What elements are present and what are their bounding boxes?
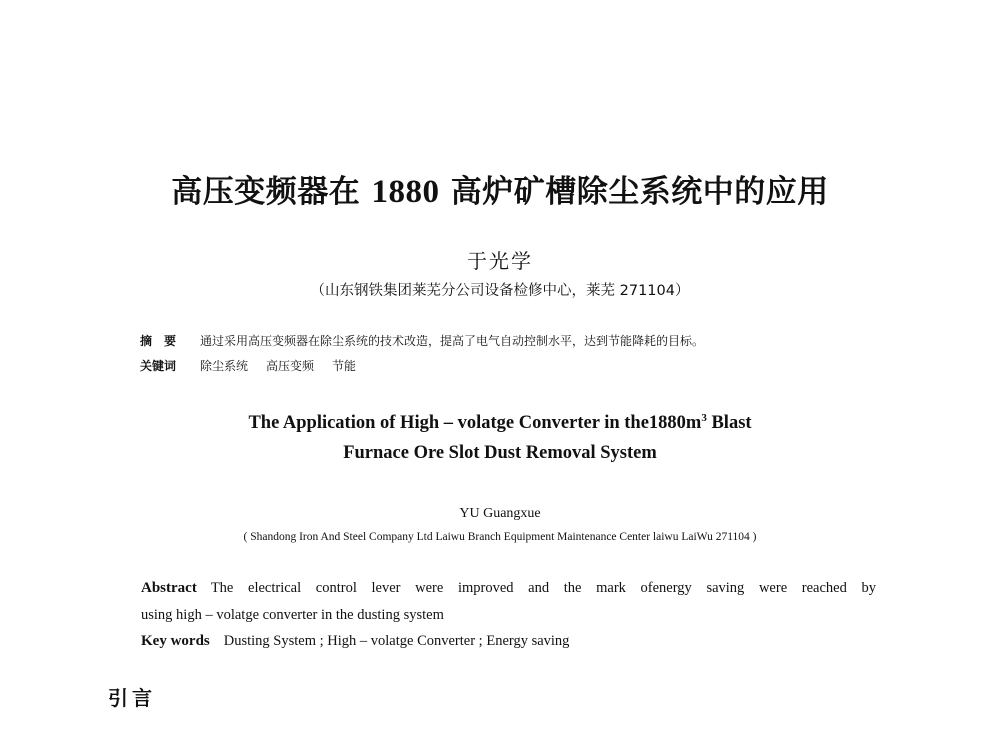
- chinese-abstract-label: 摘 要: [140, 334, 177, 348]
- chinese-abstract: [140, 332, 704, 349]
- chinese-title-part1: 高压变频器在: [171, 174, 361, 210]
- chinese-keyword: 节能: [332, 359, 357, 373]
- english-title-superscript: 3: [701, 412, 707, 424]
- english-title-line1-text: The Application of High – volatge Converter in the1880m: [248, 413, 702, 434]
- english-title-line1-end: Blast: [706, 413, 752, 434]
- english-abstract-label: Abstract: [141, 580, 197, 596]
- english-keywords: [141, 633, 876, 650]
- chinese-title-number: 1880: [371, 174, 440, 210]
- english-keywords-label: Key words: [141, 633, 210, 649]
- chinese-keyword: 高压变频: [266, 359, 315, 373]
- english-abstract-line1: [141, 580, 876, 597]
- english-title-line2: Furnace Ore Slot Dust Removal System: [343, 443, 657, 463]
- chinese-author: 于光学: [467, 249, 533, 273]
- english-abstract-line2: using high – volatge converter in the dusting system: [141, 607, 444, 623]
- chinese-affiliation: （山东钢铁集团莱芜分公司设备检修中心，莱芜 271104）: [310, 283, 690, 299]
- english-title-line1: [0, 412, 1000, 434]
- chinese-keyword: 除尘系统: [200, 359, 249, 373]
- chinese-title: [0, 166, 1000, 211]
- section-heading-introduction: 引言: [108, 686, 156, 710]
- english-affiliation: ( Shandong Iron And Steel Company Ltd Laiwu Branch Equipment Maintenance Center laiwu LaiWu 271104 ): [243, 531, 757, 543]
- chinese-keywords-label: 关键词: [140, 359, 177, 373]
- chinese-title-part2: 高炉矿槽除尘系统中的应用: [450, 174, 829, 210]
- english-abstract-text-line1: The electrical control lever were improved and the mark ofenergy saving were reached by: [210, 580, 876, 596]
- chinese-keywords: [140, 357, 374, 374]
- english-author: YU Guangxue: [459, 506, 541, 521]
- chinese-abstract-text: 通过采用高压变频器在除尘系统的技术改造，提高了电气自动控制水平，达到节能降耗的目标。: [200, 334, 705, 348]
- english-keywords-text: Dusting System ; High – volatge Converter ; Energy saving: [223, 633, 570, 649]
